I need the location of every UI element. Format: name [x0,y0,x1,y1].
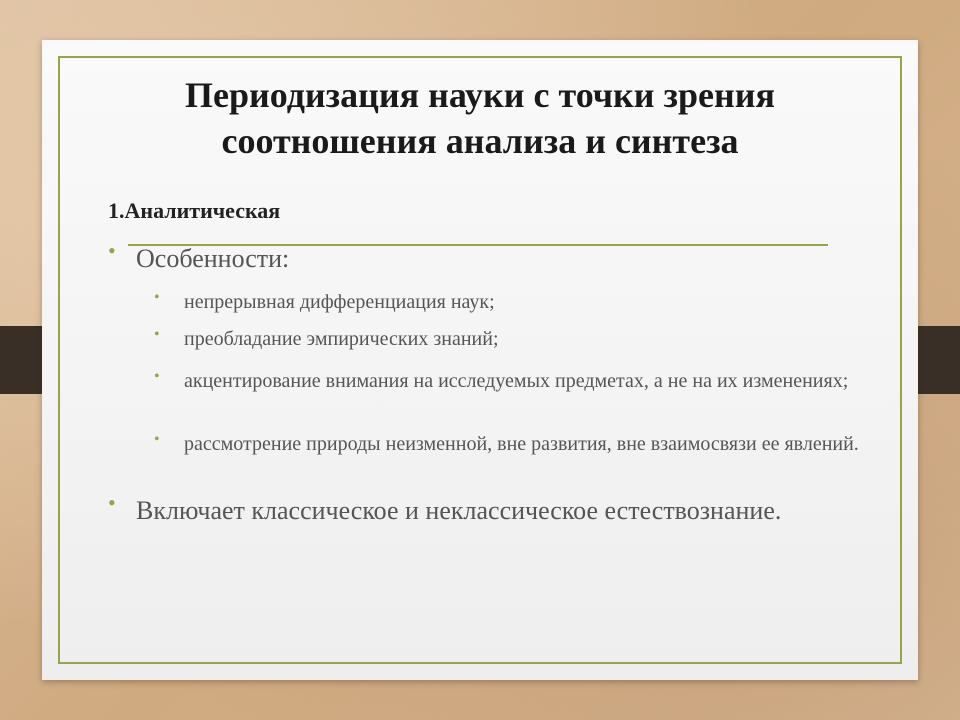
list-item [154,289,894,314]
slide-title [58,72,902,164]
bullet-dot-icon: • [108,238,116,263]
title-line-1: Периодизация науки с точки зрения [185,75,775,115]
section-heading: 1.Аналитическая [108,198,281,223]
sub-bullet-dot-icon: • [154,289,160,306]
bullet-includes-text: Включает классическое и неклассическое естествознание. [136,496,782,525]
list-item [154,326,894,351]
sub-bullet-dot-icon: • [154,431,160,448]
title-line-2: соотношения анализа и синтеза [221,121,739,161]
list-item-text: акцентирование внимания на исследуемых предметах, а не на их изменениях; [184,370,849,392]
list-item-text: преобладание эмпирических знаний; [184,328,499,350]
bullet-includes [108,490,782,526]
list-item [154,368,894,393]
list-item [154,431,894,456]
sub-bullet-dot-icon: • [154,368,160,385]
bullet-dot-icon: • [108,490,116,515]
list-item-text: непрерывная дифференциация наук; [184,291,495,313]
bullet-features-text: Особенности: [136,244,290,273]
bullet-features [108,238,290,274]
list-item-text: рассмотрение природы неизменной, вне развития, вне взаимосвязи ее явлений. [184,433,859,455]
sub-bullet-dot-icon: • [154,326,160,343]
